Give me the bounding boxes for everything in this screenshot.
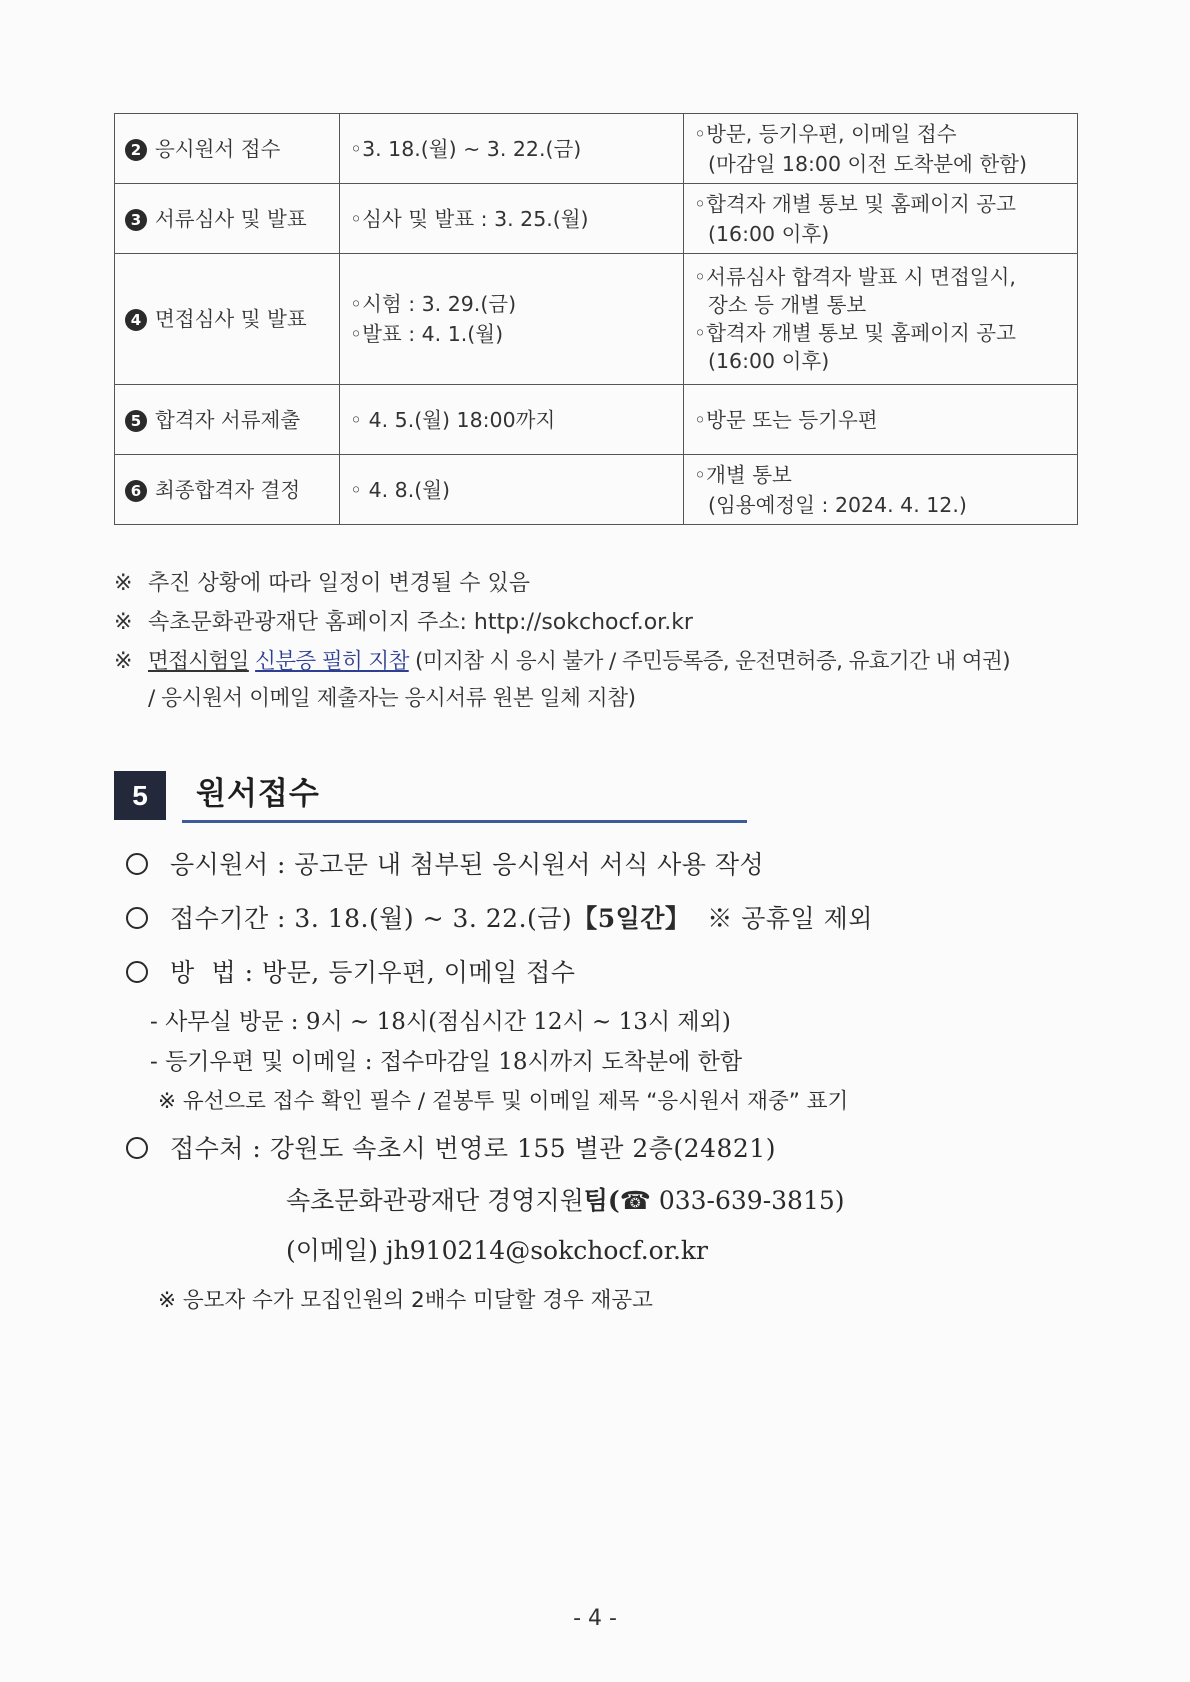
section-number: 5 (114, 771, 166, 820)
item-text: 속초문화관광재단 경영지원 (286, 1186, 584, 1215)
item-text: 접수기간 : 3. 18.(월) ~ 3. 22.(금) (170, 904, 573, 933)
table-row (115, 254, 1078, 385)
step-label: 응시원서 접수 (155, 136, 281, 161)
note-line: ◦서류심사 합격자 발표 시 면접일시, (694, 265, 1016, 289)
date-line: ◦ 4. 8.(월) (350, 477, 451, 502)
reference-mark: ※ (114, 571, 133, 596)
section-body (126, 838, 1086, 1326)
section-title: 원서접수 (196, 776, 320, 812)
note-cell (684, 385, 1078, 455)
note-line: (16:00 이후) (708, 221, 830, 246)
note-text: (미지참 시 응시 불가 / 주민등록증, 운전면허증, 유효기간 내 여권) (408, 649, 1011, 674)
step-number-badge: 4 (125, 309, 147, 331)
table-row (115, 114, 1078, 184)
step-number-badge: 6 (125, 480, 147, 502)
schedule-notes (114, 564, 1094, 717)
circle-bullet-icon (126, 853, 148, 875)
list-item (126, 946, 1086, 1000)
step-number-badge: 5 (125, 410, 147, 432)
note-cell (684, 455, 1078, 525)
homepage-url-link[interactable]: http://sokchocf.or.kr (473, 610, 693, 635)
table-row (115, 455, 1078, 525)
step-cell (115, 254, 340, 385)
end-note: ※ 응모자 수가 모집인원의 2배수 미달할 경우 재공고 (158, 1288, 653, 1313)
step-cell (115, 385, 340, 455)
step-label: 최종합격자 결정 (155, 477, 301, 502)
highlighted-text: 신분증 필히 지참 (255, 649, 409, 674)
email-line: (이메일) jh910214@sokchocf.or.kr (286, 1236, 708, 1265)
note-item (114, 603, 1094, 642)
list-item (126, 838, 1086, 892)
item-text: 방 법 : 방문, 등기우편, 이메일 접수 (170, 958, 576, 987)
note-line: (마감일 18:00 이전 도착분에 한함) (708, 151, 1027, 176)
note-continuation: / 응시원서 이메일 제출자는 응시서류 원본 일체 지참) (148, 686, 636, 711)
note-item (114, 642, 1094, 681)
sub-item: - 등기우편 및 이메일 : 접수마감일 18시까지 도착분에 한함 (150, 1049, 743, 1075)
date-line: ◦3. 18.(월) ~ 3. 22.(금) (350, 136, 582, 161)
reference-mark: ※ (114, 610, 133, 635)
note-text: 면접시험일 (148, 649, 249, 674)
date-line: ◦시험 : 3. 29.(금) (350, 292, 517, 316)
note-line: ◦개별 통보 (694, 462, 792, 487)
note-line: 장소 등 개별 통보 (708, 293, 867, 317)
note-cell (684, 254, 1078, 385)
date-cell (340, 385, 684, 455)
date-cell (340, 455, 684, 525)
note-line: ◦합격자 개별 통보 및 홈페이지 공고 (694, 191, 1016, 216)
note-text: 추진 상황에 따라 일정이 변경될 수 있음 (148, 571, 530, 596)
note-cell (684, 184, 1078, 254)
item-text: ※ 공휴일 제외 (707, 904, 873, 933)
address-line (126, 1176, 1086, 1226)
note-text: 속초문화관광재단 홈페이지 주소: (148, 610, 474, 635)
list-item (126, 892, 1086, 946)
section-underline (182, 820, 747, 823)
item-text: 팀( (583, 1186, 620, 1215)
reference-mark: ※ (114, 649, 133, 674)
note-line: ◦방문, 등기우편, 이메일 접수 (694, 121, 957, 146)
step-label: 합격자 서류제출 (155, 407, 301, 432)
schedule-table (114, 113, 1078, 525)
list-item (126, 1122, 1086, 1176)
step-cell (115, 184, 340, 254)
date-line: ◦심사 및 발표 : 3. 25.(월) (350, 206, 589, 231)
item-text: 접수처 : 강원도 속초시 번영로 155 별관 2층(24821) (170, 1134, 776, 1163)
page-number: - 4 - (573, 1606, 617, 1631)
note-line: ◦합격자 개별 통보 및 홈페이지 공고 (694, 321, 1016, 345)
step-label: 서류심사 및 발표 (155, 206, 307, 231)
date-cell (340, 254, 684, 385)
date-cell (340, 184, 684, 254)
step-number-badge: 3 (125, 209, 147, 231)
step-cell (115, 114, 340, 184)
circle-bullet-icon (126, 1137, 148, 1159)
note-line: (16:00 이후) (708, 349, 830, 373)
step-number-badge: 2 (125, 139, 147, 161)
date-line: ◦발표 : 4. 1.(월) (350, 322, 504, 346)
circle-bullet-icon (126, 961, 148, 983)
sub-note: ※ 유선으로 접수 확인 필수 / 겉봉투 및 이메일 제목 “응시원서 재중” 표기 (158, 1089, 849, 1114)
table-row (115, 184, 1078, 254)
note-line: (임용예정일 : 2024. 4. 12.) (708, 492, 967, 517)
note-line: ◦방문 또는 등기우편 (694, 407, 878, 432)
note-item (114, 564, 1094, 603)
circle-bullet-icon (126, 907, 148, 929)
date-line: ◦ 4. 5.(월) 18:00까지 (350, 407, 556, 432)
date-cell (340, 114, 684, 184)
step-cell (115, 455, 340, 525)
phone-number: ☎ 033-639-3815) (619, 1186, 845, 1215)
item-text: 【5일간】 (572, 904, 691, 933)
sub-item: - 사무실 방문 : 9시 ~ 18시(점심시간 12시 ~ 13시 제외) (150, 1009, 731, 1035)
item-text: 응시원서 : 공고문 내 첨부된 응시원서 서식 사용 작성 (170, 850, 765, 879)
note-cell (684, 114, 1078, 184)
step-label: 면접심사 및 발표 (155, 307, 307, 331)
table-row (115, 385, 1078, 455)
